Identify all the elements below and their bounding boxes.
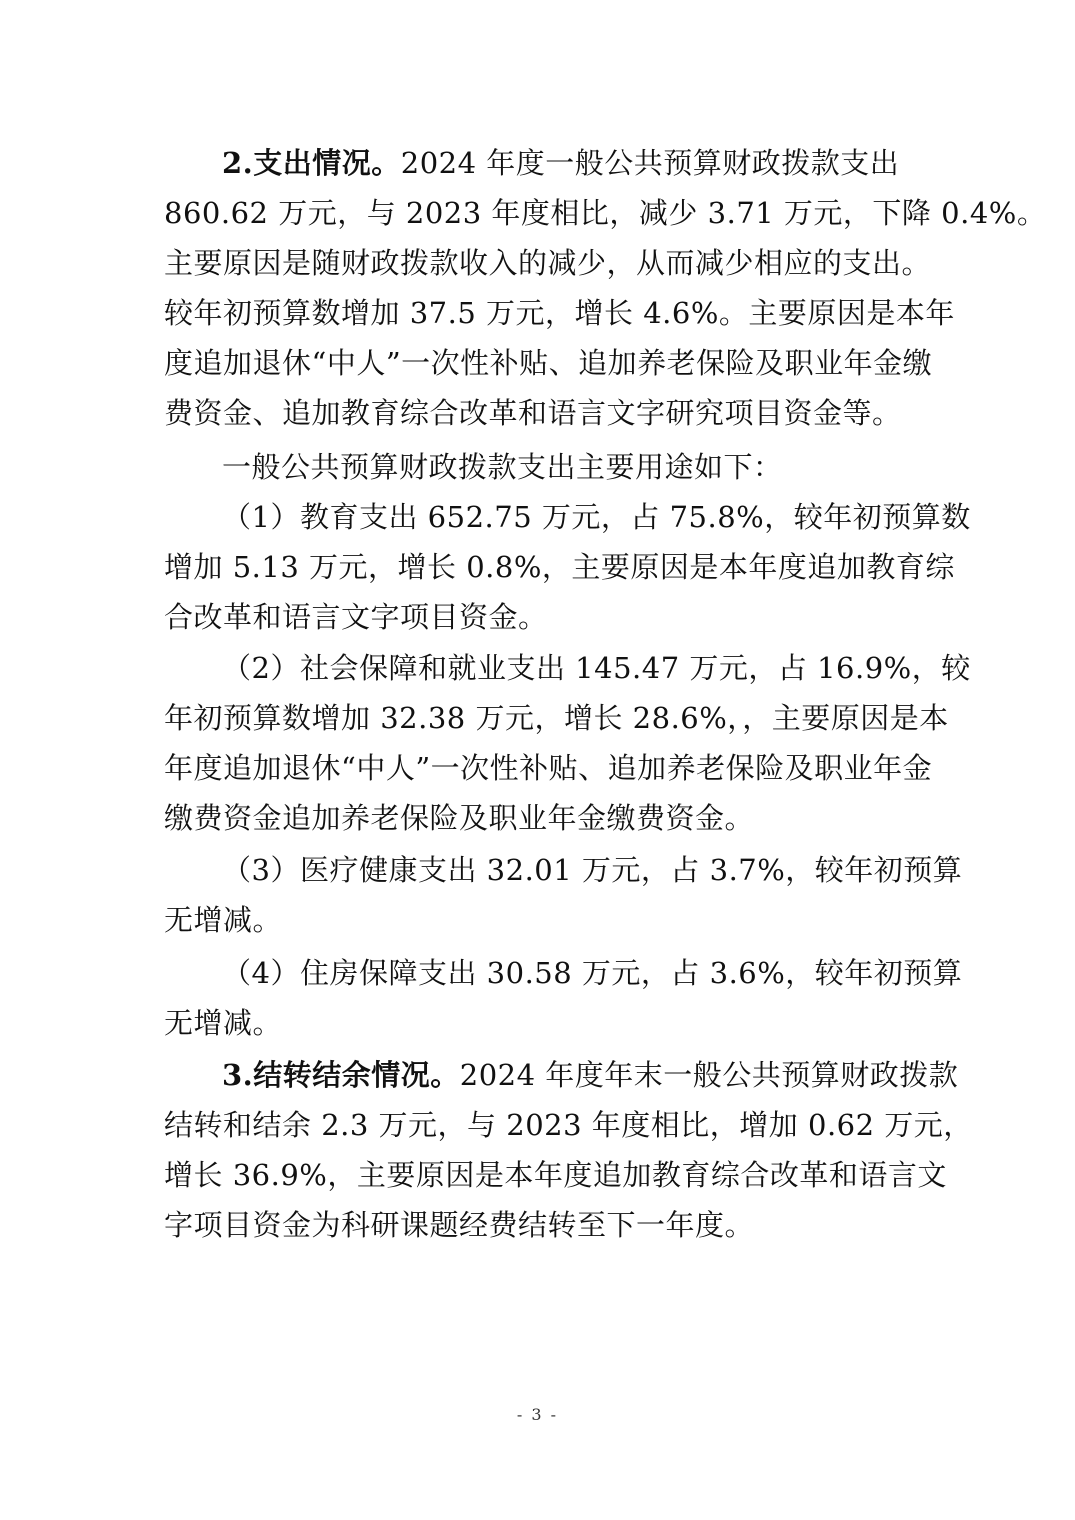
item-3-line: 无增减。 [164, 903, 283, 937]
item-2-line: （2）社会保障和就业支出 145.47 万元，占 16.9%，较 [222, 651, 971, 685]
section2-text: 2024 年度一般公共预算财政拨款支出 [400, 146, 900, 180]
item-1-line: 增加 5.13 万元，增长 0.8%，主要原因是本年度追加教育综 [164, 550, 955, 584]
paragraph-line: 增长 36.9%，主要原因是本年度追加教育综合改革和语言文 [164, 1158, 947, 1192]
item-2-line: 年度追加退休“中人”一次性补贴、追加养老保险及职业年金 [164, 751, 933, 785]
section3-line-1 [222, 1055, 972, 1095]
page-number: - 3 - [516, 1405, 559, 1424]
item-4-line: （4）住房保障支出 30.58 万元，占 3.6%，较年初预算 [222, 956, 963, 990]
paragraph-line: 860.62 万元，与 2023 年度相比，减少 3.71 万元，下降 0.4%。 [164, 196, 1047, 230]
uses-intro: 一般公共预算财政拨款支出主要用途如下： [222, 450, 783, 484]
paragraph-line: 度追加退休“中人”一次性补贴、追加养老保险及职业年金缴 [164, 346, 933, 380]
item-2-line: 年初预算数增加 32.38 万元，增长 28.6%，，主要原因是本 [164, 701, 949, 735]
item-3-line: （3）医疗健康支出 32.01 万元，占 3.7%，较年初预算 [222, 853, 963, 887]
paragraph-line: 较年初预算数增加 37.5 万元，增长 4.6%。主要原因是本年 [164, 296, 955, 330]
paragraph-line: 字项目资金为科研课题经费结转至下一年度。 [164, 1208, 755, 1242]
section3-heading: 3.结转结余情况。 [222, 1058, 460, 1092]
paragraph-line: 结转和结余 2.3 万元，与 2023 年度相比，增加 0.62 万元， [164, 1108, 973, 1142]
item-4-line: 无增减。 [164, 1006, 283, 1040]
section3-text: 2024 年度年末一般公共预算财政拨款 [459, 1058, 959, 1092]
paragraph-line: 费资金、追加教育综合改革和语言文字研究项目资金等。 [164, 396, 902, 430]
section2-line-1 [222, 143, 972, 183]
paragraph-line: 主要原因是随财政拨款收入的减少，从而减少相应的支出。 [164, 246, 932, 280]
item-2-line: 缴费资金追加养老保险及职业年金缴费资金。 [164, 801, 755, 835]
section2-heading: 2.支出情况。 [222, 146, 401, 180]
item-1-line: 合改革和语言文字项目资金。 [164, 600, 548, 634]
item-1-line: （1）教育支出 652.75 万元，占 75.8%，较年初预算数 [222, 500, 971, 534]
